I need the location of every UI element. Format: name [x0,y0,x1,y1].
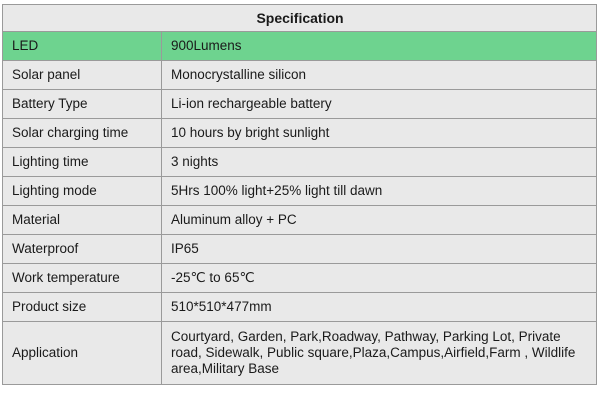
table-row-solar-panel [3,61,597,90]
table-row-work-temperature [3,264,597,293]
row-value: IP65 [162,235,597,264]
row-value: 900Lumens [162,32,597,61]
row-value: 5Hrs 100% light+25% light till dawn [162,177,597,206]
table-row-application [3,322,597,385]
row-label: Application [3,322,162,385]
row-value: Monocrystalline silicon [162,61,597,90]
row-value: Aluminum alloy + PC [162,206,597,235]
row-label: Waterproof [3,235,162,264]
table-title: Specification [3,5,597,32]
row-label: Work temperature [3,264,162,293]
row-value: Courtyard, Garden, Park,Roadway, Pathway, Parking Lot, Private road, Sidewalk, Public square,Plaza,Campus,Airfield,Farm , Wildlife area,Military Base [162,322,597,385]
table-row-product-size [3,293,597,322]
row-label: Solar panel [3,61,162,90]
row-label: Solar charging time [3,119,162,148]
row-value: Li-ion rechargeable battery [162,90,597,119]
table-row-led [3,32,597,61]
row-value: -25℃ to 65℃ [162,264,597,293]
table-row-lighting-mode [3,177,597,206]
row-label: Lighting time [3,148,162,177]
table-row-solar-charging-time [3,119,597,148]
table-row-lighting-time [3,148,597,177]
row-label: Product size [3,293,162,322]
table-row-battery-type [3,90,597,119]
row-label: Battery Type [3,90,162,119]
table-row-waterproof [3,235,597,264]
row-value: 10 hours by bright sunlight [162,119,597,148]
row-label: Material [3,206,162,235]
specification-table-container [2,4,596,385]
row-value: 510*510*477mm [162,293,597,322]
row-label: LED [3,32,162,61]
specification-table [2,4,597,385]
row-label: Lighting mode [3,177,162,206]
table-title-row [3,5,597,32]
row-value: 3 nights [162,148,597,177]
table-row-material [3,206,597,235]
